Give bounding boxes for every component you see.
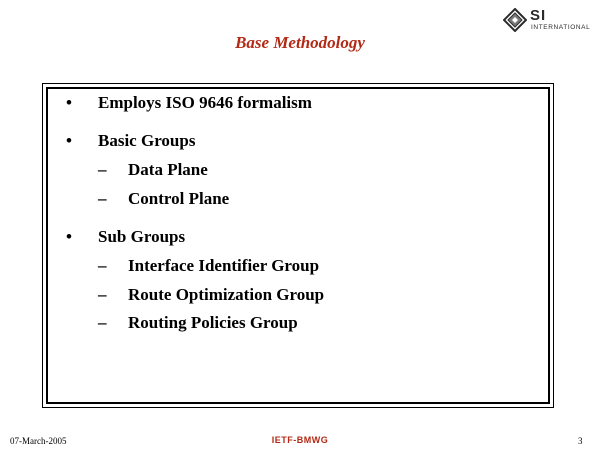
bullet-item: Employs ISO 9646 formalism (98, 93, 312, 112)
sub-bullet-item: Control Plane (128, 189, 230, 208)
bullet-marker: • (66, 131, 72, 150)
dash-marker: – (98, 285, 107, 304)
sub-bullet-item: Route Optimization Group (128, 285, 325, 304)
logo-subtitle: INTERNATIONAL (531, 24, 591, 31)
bullet-marker: • (66, 93, 72, 112)
sub-bullet-item: Routing Policies Group (128, 313, 298, 332)
dash-marker: – (98, 160, 107, 179)
diamond-logo-icon (503, 8, 527, 32)
footer-date: 07-March-2005 (10, 436, 67, 446)
footer-label: IETF-BMWG (271, 435, 329, 445)
bullet-marker: • (66, 227, 72, 246)
bullet-item: Sub Groups (98, 227, 186, 246)
slide-title: Base Methodology (235, 33, 365, 52)
sub-bullet-item: Interface Identifier Group (128, 256, 320, 275)
logo-wordmark: SI (530, 7, 547, 24)
dash-marker: – (98, 256, 107, 275)
dash-marker: – (98, 313, 107, 332)
page-number: 3 (578, 436, 583, 446)
dash-marker: – (98, 189, 107, 208)
bullet-item: Basic Groups (98, 131, 196, 150)
si-international-logo (503, 8, 595, 32)
sub-bullet-item: Data Plane (128, 160, 208, 179)
